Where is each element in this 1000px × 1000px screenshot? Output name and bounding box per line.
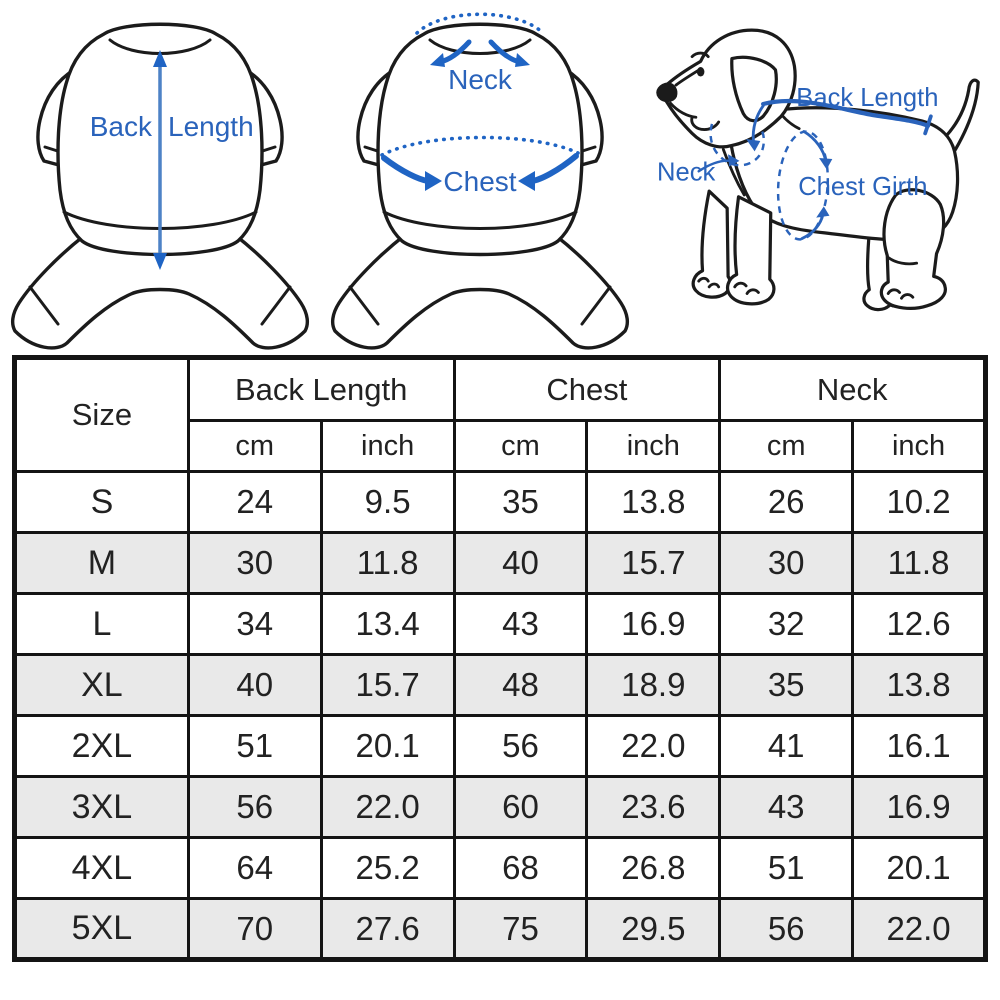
measurement-cell: 64 <box>188 838 321 899</box>
measurement-cell: 16.1 <box>853 716 986 777</box>
dog-measurement-diagram <box>640 0 1000 352</box>
measurement-cell: 56 <box>188 777 321 838</box>
measurement-cell: 22.0 <box>587 716 720 777</box>
measurement-illustrations <box>0 0 1000 352</box>
measurement-cell: 35 <box>454 472 587 533</box>
measurement-cell: 68 <box>454 838 587 899</box>
size-label-cell: 4XL <box>15 838 189 899</box>
measurement-cell: 15.7 <box>321 655 454 716</box>
size-label-cell: 3XL <box>15 777 189 838</box>
unit-header: cm <box>454 421 587 472</box>
measurement-cell: 23.6 <box>587 777 720 838</box>
measurement-cell: 41 <box>720 716 853 777</box>
chest-label: Chest <box>443 166 517 197</box>
size-column-header: Size <box>15 358 189 472</box>
measurement-cell: 13.4 <box>321 594 454 655</box>
measurement-cell: 43 <box>720 777 853 838</box>
table-row <box>15 472 986 533</box>
unit-header: inch <box>587 421 720 472</box>
size-table-section <box>12 355 988 962</box>
size-label-cell: L <box>15 594 189 655</box>
measurement-cell: 11.8 <box>853 533 986 594</box>
measurement-cell: 70 <box>188 899 321 960</box>
back-length-label: Back <box>89 111 152 142</box>
table-row <box>15 899 986 960</box>
measurement-cell: 16.9 <box>587 594 720 655</box>
table-row <box>15 838 986 899</box>
measurement-cell: 13.8 <box>587 472 720 533</box>
size-label-cell: S <box>15 472 189 533</box>
garment-back-length-diagram <box>0 0 320 352</box>
back-length-column-header: Back Length <box>188 358 454 421</box>
measurement-cell: 26.8 <box>587 838 720 899</box>
measurement-cell: 10.2 <box>853 472 986 533</box>
measurement-cell: 12.6 <box>853 594 986 655</box>
neck-column-header: Neck <box>720 358 986 421</box>
measurement-cell: 27.6 <box>321 899 454 960</box>
table-header-groups <box>15 358 986 421</box>
size-table <box>12 355 988 962</box>
measurement-cell: 60 <box>454 777 587 838</box>
table-row <box>15 594 986 655</box>
measurement-cell: 11.8 <box>321 533 454 594</box>
size-label-cell: M <box>15 533 189 594</box>
garment-neck-chest-diagram <box>320 0 640 352</box>
unit-header: inch <box>321 421 454 472</box>
neck-label: Neck <box>657 158 716 187</box>
table-row <box>15 655 986 716</box>
size-table-body <box>15 472 986 960</box>
measurement-cell: 22.0 <box>853 899 986 960</box>
unit-header: cm <box>720 421 853 472</box>
table-row <box>15 716 986 777</box>
measurement-cell: 24 <box>188 472 321 533</box>
measurement-cell: 32 <box>720 594 853 655</box>
measurement-cell: 30 <box>188 533 321 594</box>
measurement-cell: 56 <box>454 716 587 777</box>
measurement-cell: 9.5 <box>321 472 454 533</box>
measurement-cell: 20.1 <box>853 838 986 899</box>
neck-label: Neck <box>448 64 512 95</box>
size-label-cell: XL <box>15 655 189 716</box>
measurement-cell: 29.5 <box>587 899 720 960</box>
table-row <box>15 533 986 594</box>
measurement-cell: 48 <box>454 655 587 716</box>
chest-column-header: Chest <box>454 358 720 421</box>
measurement-cell: 30 <box>720 533 853 594</box>
table-row <box>15 777 986 838</box>
chest-girth-label: Chest Girth <box>798 172 928 201</box>
size-label-cell: 2XL <box>15 716 189 777</box>
measurement-cell: 18.9 <box>587 655 720 716</box>
measurement-cell: 13.8 <box>853 655 986 716</box>
measurement-cell: 56 <box>720 899 853 960</box>
measurement-cell: 22.0 <box>321 777 454 838</box>
measurement-cell: 40 <box>188 655 321 716</box>
measurement-cell: 40 <box>454 533 587 594</box>
measurement-cell: 15.7 <box>587 533 720 594</box>
measurement-cell: 35 <box>720 655 853 716</box>
measurement-cell: 51 <box>188 716 321 777</box>
dog-nose <box>657 83 676 101</box>
back-length-label: Length <box>168 111 254 142</box>
size-label-cell: 5XL <box>15 899 189 960</box>
measurement-cell: 75 <box>454 899 587 960</box>
unit-header: inch <box>853 421 986 472</box>
measurement-cell: 16.9 <box>853 777 986 838</box>
measurement-cell: 26 <box>720 472 853 533</box>
measurement-cell: 43 <box>454 594 587 655</box>
measurement-cell: 34 <box>188 594 321 655</box>
dog-eye <box>697 67 705 76</box>
back-length-label: Back Length <box>796 83 939 112</box>
unit-header: cm <box>188 421 321 472</box>
measurement-cell: 20.1 <box>321 716 454 777</box>
measurement-cell: 51 <box>720 838 853 899</box>
measurement-cell: 25.2 <box>321 838 454 899</box>
